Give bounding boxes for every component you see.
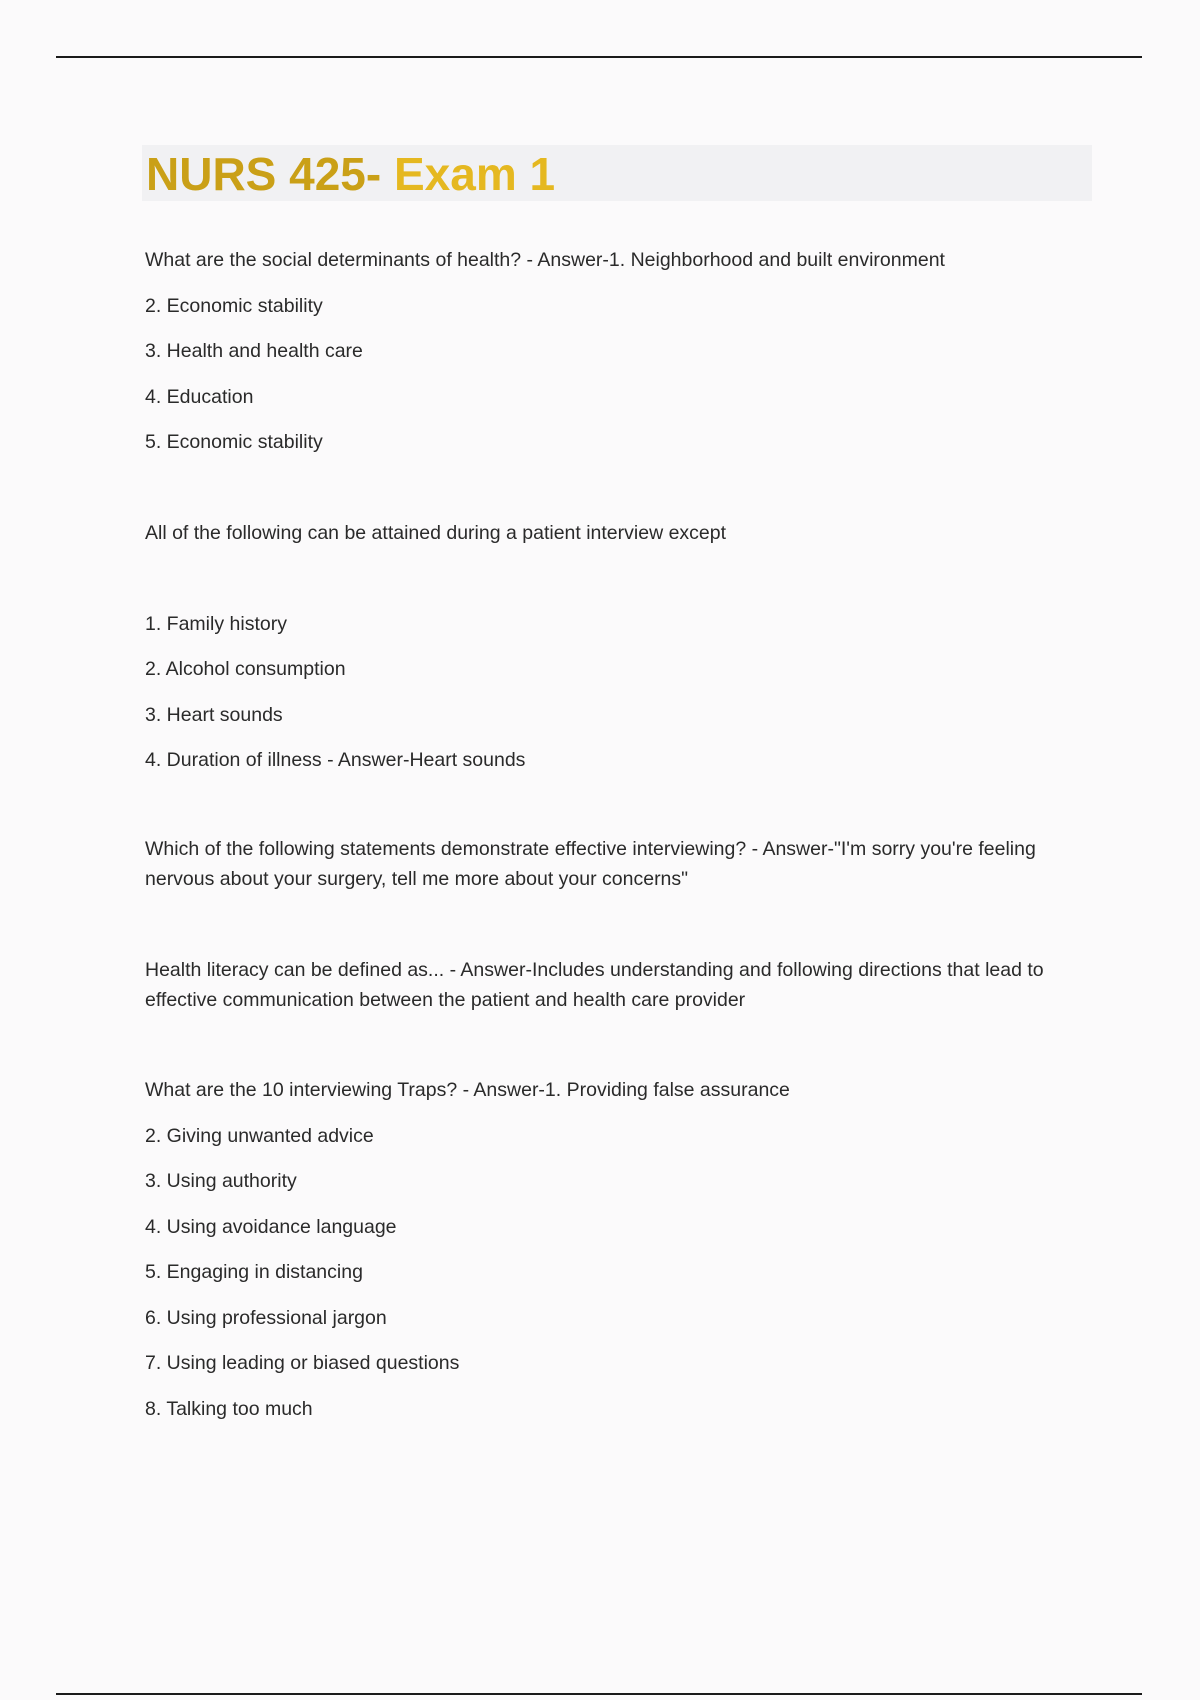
q1-item: 2. Economic stability bbox=[145, 295, 323, 317]
q1-item: 5. Economic stability bbox=[145, 431, 323, 453]
q5-item: 6. Using professional jargon bbox=[145, 1307, 387, 1329]
title-course: NURS 425- bbox=[146, 148, 394, 200]
q2-item: 1. Family history bbox=[145, 613, 287, 635]
top-rule bbox=[56, 56, 1142, 58]
q2-item: 2. Alcohol consumption bbox=[145, 658, 346, 680]
bottom-rule bbox=[56, 1693, 1142, 1695]
q1-item: 4. Education bbox=[145, 386, 254, 408]
q5-item: 8. Talking too much bbox=[145, 1398, 313, 1420]
q2-question: All of the following can be attained during a patient interview except bbox=[145, 522, 727, 544]
q2-item: 4. Duration of illness - Answer-Heart sounds bbox=[145, 749, 526, 771]
q5-item: 4. Using avoidance language bbox=[145, 1216, 397, 1238]
q5-item: 7. Using leading or biased questions bbox=[145, 1352, 460, 1374]
q2-item: 3. Heart sounds bbox=[145, 704, 283, 726]
q5-item: 3. Using authority bbox=[145, 1170, 297, 1192]
q5-item: 5. Engaging in distancing bbox=[145, 1261, 363, 1283]
title-exam: Exam 1 bbox=[393, 148, 556, 200]
q5-item: 2. Giving unwanted advice bbox=[145, 1125, 374, 1147]
q1-question: What are the social determinants of health? - Answer-1. Neighborhood and built environment bbox=[145, 249, 945, 271]
page-title bbox=[146, 146, 555, 202]
q5-question: What are the 10 interviewing Traps? - Answer-1. Providing false assurance bbox=[145, 1079, 790, 1101]
q4-text: Health literacy can be defined as... - Answer-Includes understanding and following directions that lead to effective communication between the patient and health care provider bbox=[145, 959, 1044, 1011]
q1-item: 3. Health and health care bbox=[145, 340, 363, 362]
q3-text: Which of the following statements demonstrate effective interviewing? - Answer-"I'm sorry you're feeling nervous about your surgery, tell me more about your concerns" bbox=[145, 838, 1036, 890]
